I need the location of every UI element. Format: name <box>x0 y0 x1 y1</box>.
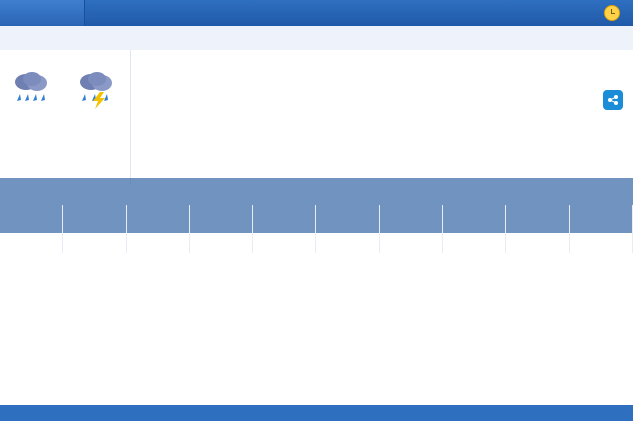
rain-shower-icon <box>10 68 56 113</box>
today-panel <box>0 50 633 185</box>
today-summary <box>0 50 131 185</box>
day-cell-5[interactable] <box>316 205 379 253</box>
site-logo[interactable] <box>0 0 85 26</box>
district-forecast-link[interactable] <box>282 31 284 43</box>
day-cell-7[interactable] <box>443 205 506 253</box>
thunderstorm-icon <box>75 68 121 113</box>
day-cells <box>0 205 633 253</box>
day-cell-4[interactable] <box>253 205 316 253</box>
bottom-bar <box>0 405 633 421</box>
day-cell-3[interactable] <box>190 205 253 253</box>
forecast-day-strip <box>0 205 633 253</box>
day-cell-2[interactable] <box>127 205 190 253</box>
day-cell-9[interactable] <box>570 205 633 253</box>
share-icon[interactable] <box>603 90 623 110</box>
forecast-subheader <box>0 26 633 51</box>
day-night-labels <box>0 50 130 60</box>
top-bar <box>0 0 633 26</box>
temperature-chart <box>0 253 633 403</box>
today-detail <box>131 50 633 185</box>
beijing-time <box>604 0 625 26</box>
temperature-chart-svg <box>0 253 633 403</box>
today-icons <box>0 68 130 112</box>
day-cell-6[interactable] <box>380 205 443 253</box>
top-nav <box>92 0 120 26</box>
day-cell-0[interactable] <box>0 205 63 253</box>
day-cell-8[interactable] <box>506 205 569 253</box>
clock-icon <box>604 5 620 21</box>
share-area <box>597 90 623 110</box>
day-cell-1[interactable] <box>63 205 126 253</box>
